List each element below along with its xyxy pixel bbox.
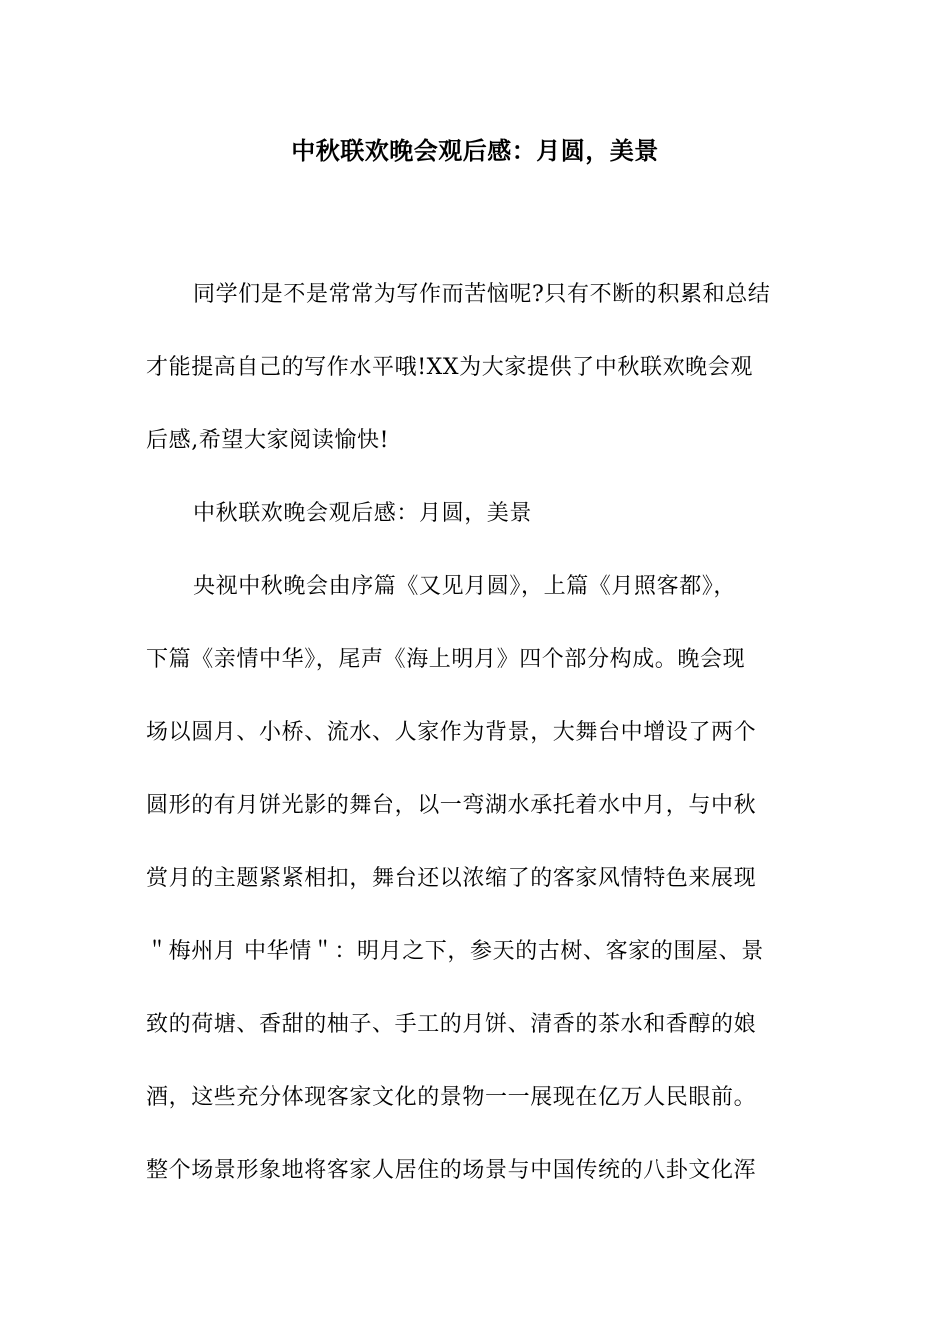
- paragraph-line: ＂梅州月 中华情＂：明月之下，参天的古树、客家的围屋、景: [146, 939, 764, 964]
- paragraph-line: 酒，这些充分体现客家文化的景物一一展现在亿万人民眼前。: [146, 1085, 757, 1110]
- paragraph-line: 下篇《亲情中华》，尾声《海上明月》四个部分构成。晚会现: [146, 647, 746, 672]
- paragraph-line: 央视中秋晚会由序篇《又见月圆》，上篇《月照客都》，: [193, 574, 737, 599]
- paragraph-line: 同学们是不是常常为写作而苦恼呢?只有不断的积累和总结: [193, 282, 771, 307]
- paragraph-line: 才能提高自己的写作水平哦!XX为大家提供了中秋联欢晚会观: [146, 355, 753, 380]
- paragraph-line: 场以圆月、小桥、流水、人家作为背景，大舞台中增设了两个: [146, 720, 757, 745]
- document-body: [146, 258, 808, 1207]
- paragraph-line: 整个场景形象地将客家人居住的场景与中国传统的八卦文化浑: [146, 1158, 757, 1183]
- paragraph-line: 致的荷塘、香甜的柚子、手工的月饼、清香的茶水和香醇的娘: [146, 1012, 757, 1037]
- document-title: 中秋联欢晚会观后感：月圆，美景: [291, 137, 659, 165]
- paragraph-line: 圆形的有月饼光影的舞台，以一弯湖水承托着水中月，与中秋: [146, 793, 757, 818]
- paragraph-line: 赏月的主题紧紧相扣，舞台还以浓缩了的客家风情特色来展现: [146, 866, 757, 891]
- paragraph-line: 后感,希望大家阅读愉快!: [146, 428, 390, 453]
- section-heading-line: 中秋联欢晚会观后感：月圆，美景: [193, 501, 533, 526]
